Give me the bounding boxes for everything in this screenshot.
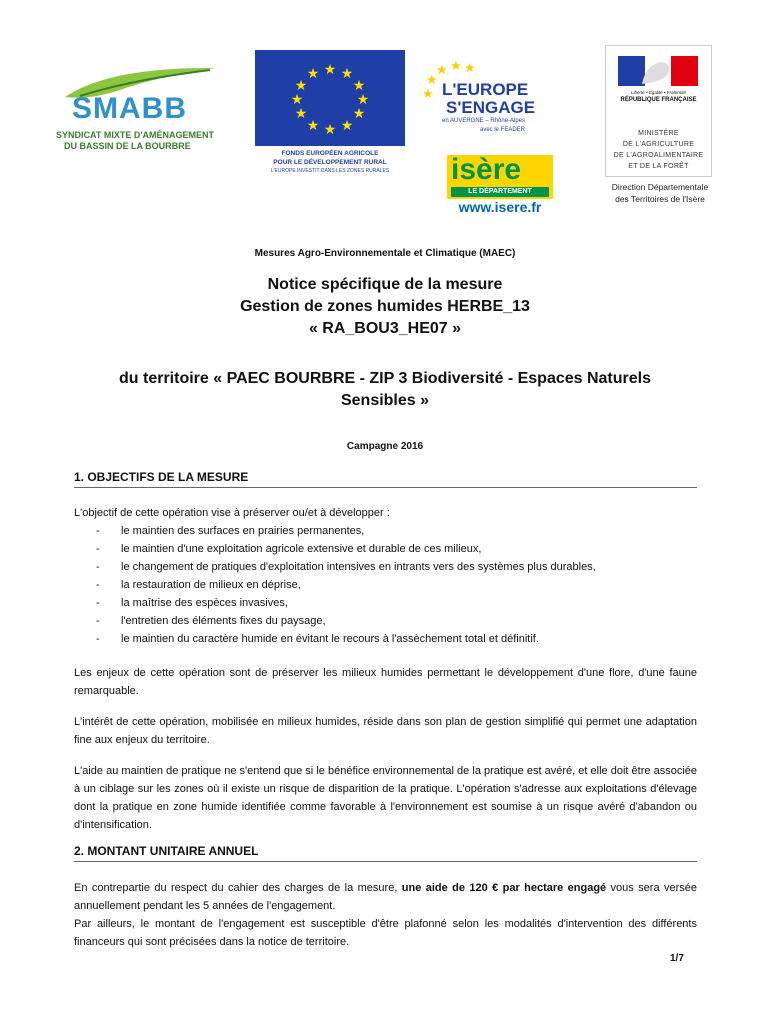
eu-flag (255, 50, 405, 146)
svg-text:★: ★ (352, 78, 366, 94)
svg-text:★: ★ (352, 106, 366, 122)
ministry-line1: MINISTÈRE (638, 130, 679, 137)
eu-feader-logo (255, 50, 405, 180)
ministry-motto: Liberté • Égalité • Fraternité (631, 90, 686, 95)
ministry-republic: RÉPUBLIQUE FRANÇAISE (620, 97, 697, 103)
svg-text:★: ★ (290, 92, 304, 108)
amount-highlight: une aide de 120 € par hectare engagé (401, 882, 607, 894)
svg-text:★: ★ (323, 122, 337, 138)
svg-text:★: ★ (306, 66, 320, 82)
list-item: - le maintien d'une exploitation agricole extensive et durable de ces milieux, (96, 540, 696, 558)
svg-text:★: ★ (450, 60, 462, 74)
objectives-list (96, 522, 696, 648)
title-line2: Gestion de zones humides HERBE_13 (240, 298, 530, 315)
ddt-line2: des Territoires de l'Isère (615, 194, 705, 204)
section1-paragraph1: Les enjeux de cette opération sont de préserver les milieux humides permettant le développement d'une flore, d'une faune remarquable. (74, 667, 697, 697)
svg-text:★: ★ (323, 62, 337, 78)
europe-line2: S'ENGAGE (446, 98, 536, 117)
section1-paragraph3: L'aide au maintien de pratique ne s'entend que si le bénéfice environnemental de la pratique est avéré, et elle doit être associée à un ciblage sur les zones où il existe un risque de disparition de la pratique. L'opération s'adresse aux exploitations d'élevage dont la pratique en zone humide identifiée comme favorable à l'environnement est soumise à un risque avéré d'abandon ou d'intensification. (74, 765, 697, 831)
isere-url: www.isere.fr (458, 199, 542, 215)
title-line1: Notice spécifique de la mesure (267, 276, 503, 293)
list-item: - le maintien du caractère humide en évitant le recours à l'assèchement total et définitif. (96, 630, 696, 648)
svg-text:★: ★ (356, 92, 370, 108)
europe-line1: L'EUROPE (442, 80, 529, 99)
svg-text:★: ★ (294, 78, 308, 94)
section2-heading: 2. MONTANT UNITAIRE ANNUEL (74, 844, 697, 862)
svg-text:★: ★ (294, 106, 308, 122)
section1-heading: 1. OBJECTIFS DE LA MESURE (74, 470, 697, 488)
eu-stars-icon (255, 50, 405, 146)
ddt-caption (590, 181, 730, 205)
list-item: - la maîtrise des espèces invasives, (96, 594, 696, 612)
svg-text:★: ★ (306, 118, 320, 134)
isere-word: isère (451, 153, 522, 186)
title-line3: « RA_BOU3_HE07 » (308, 320, 462, 337)
ministry-line4: ET DE LA FORÊT (628, 163, 689, 170)
europe-line4: avec le FEADER (480, 127, 526, 133)
notice-title (0, 274, 770, 340)
svg-text:★: ★ (436, 63, 448, 78)
isere-band: LE DÉPARTEMENT (451, 187, 549, 197)
europe-line3: en AUVERGNE – Rhône-Alpes (442, 118, 526, 124)
eu-line1: FONDS EUROPÉEN AGRICOLE (281, 150, 379, 157)
europe-sengage-logo (420, 60, 560, 140)
list-item: - la restauration de milieux en déprise, (96, 576, 696, 594)
amount-text-end: vous sera versée annuellement pendant les 5 années de l'engagement. (74, 882, 697, 912)
list-item: - l'entretien des éléments fixes du paysage, (96, 612, 696, 630)
svg-text:★: ★ (426, 73, 438, 88)
smabb-logo (50, 62, 220, 162)
page-number: 1/7 (670, 953, 684, 964)
section1-paragraph2: L'intérêt de cette opération, mobilisée en milieux humides, réside dans son plan de gestion simplifié qui permet une adaptation fine aux enjeux du territoire. (74, 716, 697, 746)
list-item: - le changement de pratiques d'exploitation intensives en intrants vers des systèmes plus durables, (96, 558, 696, 576)
territory-title: du territoire « PAEC BOURBRE - ZIP 3 Biodiversité - Espaces Naturels Sensibles » (119, 370, 651, 409)
ministry-line2: DE L'AGRICULTURE (622, 141, 695, 148)
smabb-line2: DU BASSIN DE LA BOURBRE (64, 141, 191, 151)
eu-line2: POUR LE DÉVELOPPEMENT RURAL (273, 159, 387, 166)
smabb-name: SMABB (72, 92, 187, 125)
marianne-icon (618, 56, 698, 86)
ddt-line1: Direction Départementale (611, 182, 709, 192)
svg-text:★: ★ (464, 61, 476, 76)
ceiling-text: Par ailleurs, le montant de l'engagement est susceptible d'être plafonné selon les modalités d'intervention des différents financeurs qui sont précisées dans la notice de territoire. (74, 918, 697, 948)
smabb-line1: SYNDICAT MIXTE D'AMÉNAGEMENT (56, 130, 214, 140)
list-item: - le maintien des surfaces en prairies permanentes, (96, 522, 696, 540)
isere-logo (447, 155, 553, 217)
amount-text-start: En contrepartie du respect du cahier des charges de la mesure, (74, 882, 402, 894)
ministry-logo (605, 45, 712, 177)
svg-text:★: ★ (340, 66, 354, 82)
svg-text:★: ★ (422, 87, 434, 100)
section2-paragraph (74, 879, 697, 951)
section1-intro: L'objectif de cette opération vise à préserver ou/et à développer : (74, 507, 390, 519)
campagne-label: Campagne 2016 (346, 441, 424, 452)
svg-text:★: ★ (340, 118, 354, 134)
ministry-name (606, 128, 711, 172)
ministry-line3: DE L'AGROALIMENTAIRE (613, 152, 704, 159)
eu-line3: L'EUROPE INVESTIT DANS LES ZONES RURALES (270, 168, 390, 174)
maec-label: Mesures Agro-Environnementale et Climatique (MAEC) (254, 248, 516, 259)
